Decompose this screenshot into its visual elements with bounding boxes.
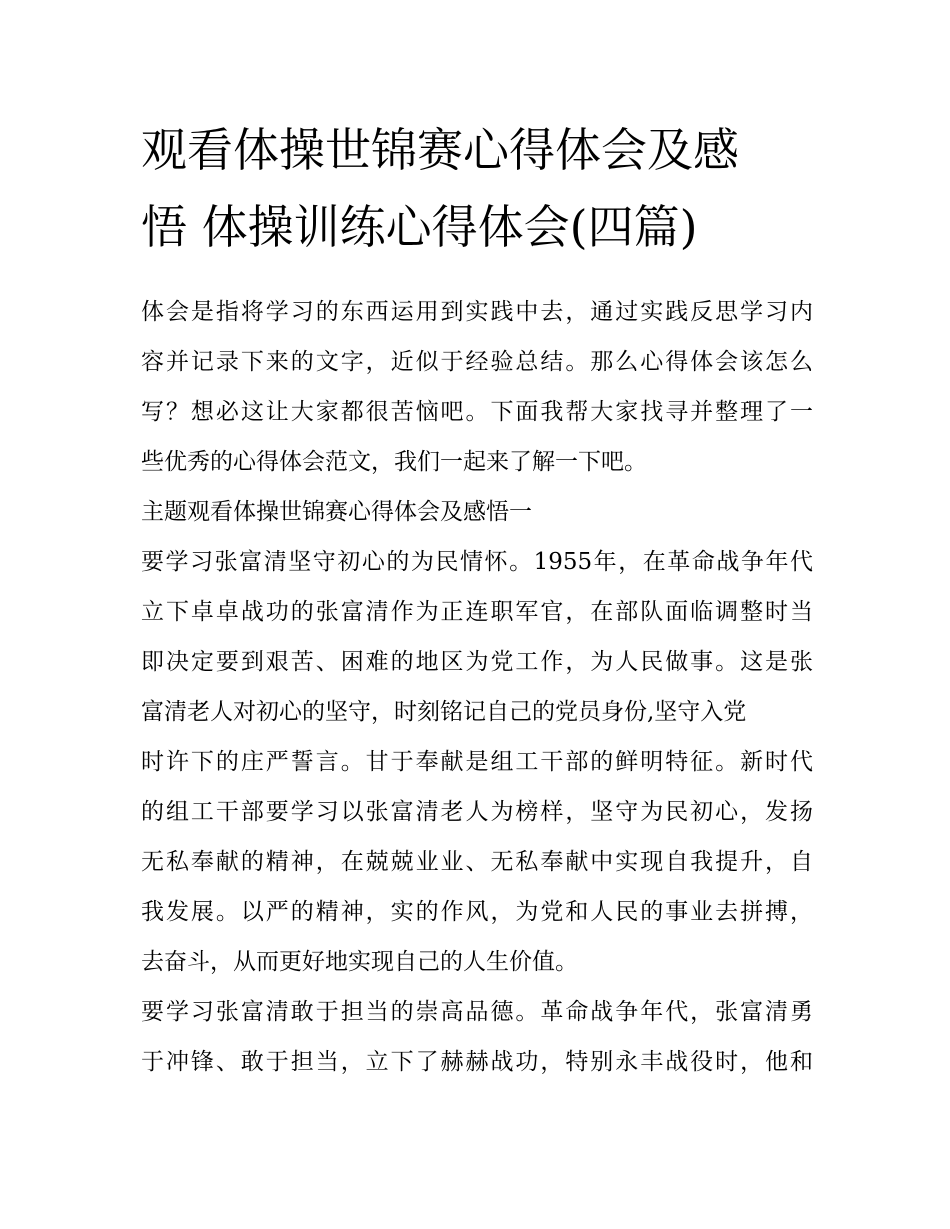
document-content — [141, 112, 813, 1087]
text-line: 无私奉献的精神，在兢兢业业、无私奉献中实现自我提升，自 — [141, 849, 813, 875]
text-line: 我发展。以严的精神，实的作风，为党和人民的事业去拼搏， — [141, 899, 813, 925]
paragraph-body-1 — [141, 537, 813, 987]
text-line: 容并记录下来的文字，近似于经验总结。那么心得体会该怎么 — [141, 349, 813, 375]
document-body — [141, 287, 813, 1087]
text-line: 立下卓卓战功的张富清作为正连职军官，在部队面临调整时当 — [141, 599, 813, 625]
text-line: 的组工干部要学习以张富清老人为榜样，坚守为民初心，发扬 — [141, 799, 813, 825]
text-line: 要学习张富清敢于担当的崇高品德。革命战争年代，张富清勇 — [141, 999, 813, 1025]
title-line: 观看体操世锦赛心得体会及感 — [141, 123, 739, 177]
text-line: 写？想必这让大家都很苦恼吧。下面我帮大家找寻并整理了一 — [141, 399, 813, 425]
text-line: 即决定要到艰苦、困难的地区为党工作，为人民做事。这是张 — [141, 649, 813, 675]
text-line: 体会是指将学习的东西运用到实践中去，通过实践反思学习内 — [141, 299, 813, 325]
text-line: 要学习张富清坚守初心的为民情怀。1955年，在革命战争年代 — [141, 549, 813, 575]
text-line: 时许下的庄严誓言。甘于奉献是组工干部的鲜明特征。新时代 — [141, 749, 813, 775]
text-line: 主题观看体操世锦赛心得体会及感悟一 — [141, 499, 532, 525]
paragraph-subheading — [141, 487, 813, 537]
title-line: 悟 体操训练心得体会(四篇) — [141, 200, 698, 254]
document-title — [141, 112, 813, 266]
text-line: 些优秀的心得体会范文，我们一起来了解一下吧。 — [141, 449, 647, 475]
text-line: 富清老人对初心的坚守，时刻铭记自己的党员身份,坚守入党 — [141, 699, 747, 725]
text-line: 去奋斗，从而更好地实现自己的人生价值。 — [141, 949, 578, 975]
text-line: 于冲锋、敢于担当，立下了赫赫战功，特别永丰战役时，他和 — [141, 1049, 813, 1075]
paragraph-intro — [141, 287, 813, 487]
paragraph-body-2 — [141, 987, 813, 1087]
